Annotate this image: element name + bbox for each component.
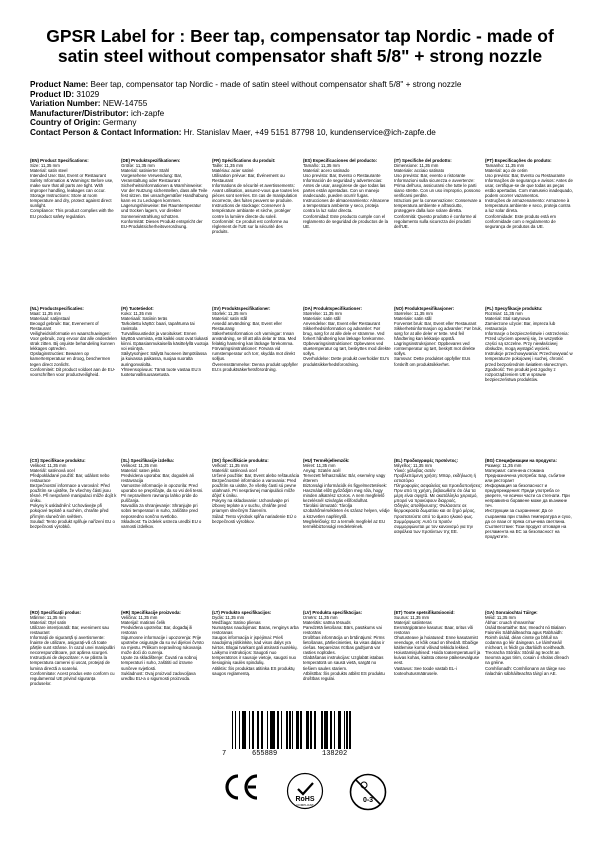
spec-block (121, 158, 209, 229)
spec-text: Dimensione: 11,35 mm Materiale: acciaio satinato Uso previsto: Bar, evento o ristorante Informazioni sulla sicurezza e avvertenze: Prima dell'uso, assicurarsi che tutte le parti siano strette. Con un uso improprio, possono verificarsi perdite. Istruzioni per la conservazione: Conservare a temperatura ambiente e all'asciutto, proteggere dalla luce solare diretta. Conformità: Questo prodotto è conforme al regolamento sulla sicurezza dei prodotti dell'UE. (394, 163, 482, 229)
spec-heading: (EN) Product Specifications: (30, 158, 89, 163)
spec-heading: (SL) Specifikacije izdelka: (121, 458, 175, 463)
spec-heading: (LV) Produkta specifikācijas: (303, 610, 363, 615)
spec-heading: (PT) Especificações do produto: (485, 158, 552, 163)
info-product-id: Product ID: 31029 (30, 89, 100, 99)
spec-heading: (RO) Specificații produs: (30, 610, 81, 615)
spec-block (303, 158, 391, 229)
spec-text: Veličina: 11,35 mm Materijal: matirani čelik Predviđena upotreba: Bar, događaj ili restoran Sigurnosne informacije i upozorenja: Prije upotrebe osigurajte da su svi dijelovi čvrsto na mjestu. Prilikom nepravilnog rukovanja može doći do curenja. Upute za skladištenje: Čuvati na sobnoj temperaturi i suho, zaštititi od izravne sunčeve svjetlosti. Sukladnost: Ovaj proizvod zadovoljava uredbu EU-a o sigurnosti proizvoda. (121, 615, 204, 681)
spec-text: Dydis: 11,35 mm Medžiaga: Satino plienas Numatytas naudojimas: Baras, renginys arba restoranas Saugos informacija ir įspėjimai: Prieš naudojimą įsitikinkite, kad visos dalys yra tvirtos. Blogai tvarkant gali atsirasti nuotėkių. Laikymo instrukcijos: Saugoti nuo temperatūros ir sausoje vietoje, saugoti nuo tiesioginių saulės spindulių. Atitiktis: Šis produktas atitinka ES produktų saugos reglamentą. (212, 615, 299, 676)
spec-block (485, 458, 573, 539)
spec-block (303, 610, 391, 681)
spec-block (485, 158, 573, 229)
compliance-icons (222, 772, 402, 812)
spec-heading: (PL) Specyfikacje produktu: (485, 306, 543, 311)
spec-text: Størrelse: 11,35 mm Materiale: satin stål Forventet bruk: Bar, Event eller Restaurant Sikkerhetsinformasjon og advarsler: Før bruk, sørg for at alle deler er tette. Ved feil håndtering kan lekkasje oppstå. Lagringsinstruksjoner: Oppbevares ved romtemperatur og tørt, beskytt mot direkte sollys. Samsvar: Dette produktet oppfyller EUs forskrift om produktsikkerhet. (394, 311, 482, 367)
spec-text: Rozmiar: 11,35 mm Materiał: Stal satynowa Zamierzone użycie: Bar, impreza lub restauracja Informacje o bezpieczeństwie i ostrzeżenia: Przed użyciem upewnij się, że wszystkie części są szczelne. Przy niewłaściwej obsłudze, mogą wystąpić wycieki. Instrukcje przechowywania: Przechowywać w temperaturze pokojowej i suchej, chronić przed bezpośrednim światłem słonecznym. Zgodność: Ten produkt jest zgodny z rozporządzeniem UE w sprawie bezpieczeństwa produktów. (485, 311, 573, 382)
spec-heading: (DA) Produktspecifikationer: (303, 306, 362, 311)
spec-heading: (HU) Termékjellemzők: (303, 458, 350, 463)
spec-block (394, 610, 482, 676)
spec-block (212, 458, 300, 524)
spec-heading: (DE) Produktspezifikationen: (121, 158, 181, 163)
spec-text: Suurus: 11,35 mm Materjal: satiinteras Eesmärgipärane kasutus: Baar, üritus või restoran Ohutusteave ja hoiatused: Enne kasutamist veenduge, et kõik osad on tihedalt. Ebaõige käitlemise korral võivad tekkida lekked. Hoiustamisjuhised: Hoida toatemperatuuril ja kuivas kohas, kaitsta otsese päikesevalguse eest. Vastavus: See toode vastab EL-i tooteohutusmäärusele. (394, 615, 481, 676)
spec-heading: (NL) Productspecificaties: (30, 306, 84, 311)
spec-block (121, 458, 209, 529)
spec-heading: (FR) Spécifications du produit: (212, 158, 276, 163)
age-label: 0-3 (362, 797, 374, 804)
spec-block (485, 610, 573, 676)
spec-heading: (LT) Produkto specifikacijos: (212, 610, 272, 615)
spec-text: Size: 11,35 mm Material: satin steel Intended Use: Bar, Event or Restaurant Safety Information & Warnings: Before use, make sure that all parts are tight. With improper handling, leakages can occur. Storage Instructions: Store at room temperature and dry, protect against direct sunlight. Compliance: This product complies with the EU product safety regulation. (30, 163, 114, 219)
spec-heading: (IT) Specifiche del prodotto: (394, 158, 452, 163)
spec-text: Méret: 11,35 mm Anyag: Szatén acél Tervezett felhasználás: Bár, esemény vagy étterem Biztonsági információk és figyelmeztetések: Használat előtt győződjön meg róla, hogy minden alkatrész szoros. A nem megfelelő kezelésnél szivárgás előfordulhat. Tárolási útmutató: Tárolja szobahőmérsékleten és száraz helyen, védje a közvetlen napfénytől. Megfelelőség: Ez a termék megfelel az EU termékbiztonsági rendeletének. (303, 463, 390, 529)
spec-text: Μέγεθος: 11,35 mm Υλικό: χάλυβας σατέν Προβλεπόμενη χρήση: Μπαρ, εκδήλωση ή εστιατόριο Πληροφορίες ασφαλείας και προειδοποιήσεις: Πριν από τη χρήση, βεβαιωθείτε ότι όλα τα μέρη είναι σφιχτά. Με ακατάλληλο χειρισμό, μπορεί να προκύψουν διαρροές. Οδηγίες αποθήκευσης: Φυλάσσετε σε θερμοκρασία δωματίου και σε ξηρό μέρος, προστατεύστε από το άμεσο ηλιακό φως. Συμμόρφωση: Αυτό το προϊόν συμμορφώνεται με τον κανονισμό για την ασφάλεια των προϊόντων της ΕΕ. (394, 463, 482, 534)
spec-text: Размер: 11,35 mm Материал: сатенена стомана Предназначена употреба: Бар, събитие или ресторант Информация за безопасност и предупреждения: Преди употреба се уверете, че всички части са стегнати. При неправилно боравене може да възникне теч. Инструкции за съхранение: Да се съхранява при стайна температура и сухо, да се пази от пряка слънчева светлина. Съответствие: Този продукт отговаря на регламента на ЕС за безопасност на продуктите. (485, 463, 572, 539)
spec-block (303, 458, 391, 529)
spec-heading: (ET) Toote spetsifikatsioonid: (394, 610, 455, 615)
spec-heading: (FI) Tuotetiedot: (121, 306, 154, 311)
spec-text: Méid: 11,35 mm Ábhar: cruach shnasmhar Úsáid Beartaithe: Bar, Imeacht nó Bialann Faisnéis Sábháilteachta agus Rabhaidh: Roimh úsáid, déan cinnte go bhfuil na codanna go léir daingean. Le láimhseáil mícheart, is féidir go dtarlóidh sceitheadh. Treoracha Stórála: Stóráil ag teocht an tseomra agus tirim, cosain ó sholas díreach na gréine. Comhlíonadh: Comhlíonann an táirge seo rialachán sábháilteachta táirgí an AE. (485, 615, 569, 676)
spec-heading: (NO) Produktspesifikasjoner: (394, 306, 455, 311)
info-manufacturer: Manufacturer/Distributor: ich-zapfe (30, 108, 165, 118)
info-contact: Contact Person & Contact Information: Hr. Stanislav Maer, +49 5151 87798 10, kundenservice@ich-zapfe.de (30, 127, 436, 137)
spec-block (121, 610, 209, 681)
product-info (30, 80, 575, 138)
spec-text: Storlek: 11,35 mm Material: satin stål Avsedd användning: Bar, Event eller Restaurang Säkerhetsinformation och varningar: Innan användning, se till att alla delar är täta. Med felaktig hantering kan läckage förekomma. Förvaringsinstruktioner: Förvara vid rumstemperatur och torr, skydda mot direkt solljus. Överensstämmelse: Denna produkt uppfyller EU:s produktsäkerhetsförordning. (212, 311, 298, 372)
spec-block (303, 306, 391, 367)
spec-text: Maat: 11,35 mm Materiaal: satijnstaal Beoogd gebruik: Bar, Evenement of Restaurant Veiligheidsinformatie en waarschuwingen: Voor gebruik, zorg ervoor dat alle onderdelen strak zitten. Bij onjuiste behandeling kunnen lekkages optreden. Opslaginstructies: Bewaren op kamertemperatuur en droog, beschermen tegen direct zonlicht. Conformiteit: Dit product voldoet aan de EU-voorschriften voor productveiligheid. (30, 311, 117, 377)
ce-mark-icon (222, 772, 262, 802)
spec-heading: (SK) Špecifikácie produktu: (212, 458, 269, 463)
info-country-of-origin: Country of Origin: Germany (30, 118, 137, 128)
spec-heading: (CS) Specifikace produktu: (30, 458, 86, 463)
spec-heading: (GA) Sonraíochtaí Táirge: (485, 610, 538, 615)
spec-text: Koko: 11,35 mm Materiaali: Satiinin teräs Tarkoitettu käyttö: baari, tapahtuma tai ravintola Turvallisuustiedot ja varoitukset: Ennen käyttöä varmista, että kaikki osat ovat tiukasti kiinni. Epäasianmukaisella käsittelyllä vuotoja voi esiintyä. Säilytysohjeet: Säilytä huoneen lämpötilassa ja kuivassa paikassa, suojaa suoralta auringonvalolta. Yhteensopivuus: Tämä tuote vastaa EU:n tuoteturvallisuusasetusta. (121, 311, 209, 377)
label-title: GPSR Label for : Beer tap, compensator tap Nordic - made of satin steel without compensator shaft 5/8" + strong nozzle (46, 26, 554, 66)
spec-block (30, 610, 118, 686)
spec-text: Velikost: 11,35 mm Materiál: saténová ocel Předpokládané použití: Bar, událost nebo restaurace Bezpečnostní informace a varování: Před použitím se ujistěte, že všechny části jsou těsné. Při nesprávné manipulaci může dojít k úniku. Pokyny k uskladnění: Uchovávejte při pokojové teplotě a suchém, chraňte před přímým slunečním světlem. Soulad: Tento produkt splňuje nařízení EU o bezpečnosti výrobků. (30, 463, 117, 529)
ean-barcode (222, 711, 388, 759)
info-product-name: Product Name: Beer tap, compensator tap Nordic - made of satin steel without compensator shaft 5/8" + strong nozzle (30, 80, 462, 89)
rohs-icon (286, 772, 324, 810)
spec-block (212, 610, 300, 676)
spec-text: Velikost: 11,35 mm Material: saten jekla Predvidena uporaba: Bar, dogodek ali restavracija Varnostne informacije in opozorila: Pred uporabo se prepričajte, da so vsi deli tesni. Pri nepravilnem ravnanju lahko pride do puščanja. Navodila za shranjevanje: Shranjujte pri sobni temperaturi in suho, zaščitite pred neposredno sončno svetlobo. Skladnost: Ta izdelek ustreza uredbi EU o varnosti izdelkov. (121, 463, 204, 529)
spec-text: Tamaño: 11,35 mm Material: acero satinado Uso previsto: Bar, Evento o Restaurante Información de seguridad y advertencias: Antes de usar, asegúrese de que todas las partes están apretadas. Con un manejo inadecuado, pueden ocurrir fugas. Instrucciones de almacenamiento: Almacene a temperatura ambiente y seco, proteja contra la luz solar directa. Conformidad: Este producto cumple con el reglamento de seguridad de productos de la UE. (303, 163, 390, 229)
spec-heading: (EL) Προδιαγραφές προϊόντος: (394, 458, 459, 463)
barcode-digit-left-group: 655889 (252, 750, 278, 758)
info-variation-number: Variation Number: NEW-14755 (30, 99, 148, 109)
spec-heading: (ES) Especificaciones del producto: (303, 158, 378, 163)
barcode-digit-prefix: 7 (222, 750, 227, 758)
spec-block (30, 306, 118, 377)
spec-text: Taille: 11,35 mm Matériau: acier satiné Utilisation prévue: Bar, Événement ou Restaurant Informations de sécurité et avertissements: Avant utilisation, assurez-vous que toutes les pièces sont serrées. En cas de manipulation incorrecte, des fuites peuvent se produire. Instructions de stockage: Conserver à température ambiante et sèche, protéger contre la lumière directe du soleil. Conformité: Ce produit est conforme au règlement de l'UE sur la sécurité des produits. (212, 163, 299, 234)
spec-text: Izmērs: 11,35 mm Materiāls: satīna tērauds Paredzētā lietošana: Bārs, pasākums vai restorāns Drošības informācija un brīdinājumi: Pirms lietošanas, pārliecinieties, ka visas daļas ir ciešas. Nepareizas rīcības gadījumā var rasties noplūdes. Glabāšanas instrukcijas: Uzglabāt istabas temperatūrā un sausā vietā, sargāt no tiešiem saules stariem. Atbilstība: Šis produkts atbilst ES produktu drošības regulai. (303, 615, 385, 681)
spec-block (394, 306, 482, 367)
spec-block (212, 306, 300, 372)
spec-text: Größe: 11,35 mm Material: satinierter Stahl Vorgesehene Verwendung: Bar, Veranstaltung oder Restaurant Sicherheitsinformationen & Warnhinweise: Vor der Nutzung sicherstellen, dass alle Teile fest sitzen. Bei unsachgemäßer Handhabung kann es zu Leckagen kommen. Lagerungshinweise: Bei Raumtemperatur und trocken lagern, vor direkter Sonneneinstrahlung schützen. Konformität: Dieses Produkt entspricht der EU-Produktsicherheitsverordnung. (121, 163, 208, 229)
spec-text: Størrelse: 11,35 mm Materiale: satin stål Anvendelse: Bar, Event eller Restaurant Sikkerhedsinformation og advarsler: Før brug, sørg for at alle dele er stramme. Ved forkert håndtering kan lækage forekomme. Opbevaringsinstruktioner: Opbevares ved stuetemperatur og tørt, beskyttes mod direkte sollys. Overholdelse: Dette produkt overholder EU's produktsikkerhedsforordning. (303, 311, 391, 367)
spec-block (121, 306, 209, 377)
barcode-digit-right-group: 138202 (322, 750, 348, 758)
spec-heading: (BG) Спецификации на продукта: (485, 458, 557, 463)
spec-block (394, 158, 482, 229)
spec-block (485, 306, 573, 382)
spec-text: Veľkosť: 11,35 mm Materiál: saténová oceľ Určené použitie: Bar, Event alebo reštaurácia Bezpečnostné informácie a varovania: Pred použitím sa uistite, že všetky časti sú pevne utiahnuté. Pri nesprávnej manipulácii môže dôjsť k úniku. Pokyny na skladovanie: Uchovávajte pri izbovej teplote a v suchu, chráňte pred priamym slnečným žiarením. Súlad: Tento výrobok spĺňa nariadenie EÚ o bezpečnosti výrobkov. (212, 463, 300, 524)
barcode-bars (232, 711, 386, 749)
age-0-3-warning-icon (348, 772, 388, 812)
spec-text: Tamanho: 11,35 mm Material: aço de cetim Uso previsto: Bar, Evento ou Restaurante Informações de segurança e avisos: Antes de usar, certifique-se de que todas as peças estão apertadas. Com manuseio inadequado, podem ocorrer vazamentos. Instruções de armazenamento: Armazene à temperatura ambiente e seco, proteja contra a luz solar direta. Conformidade: Este produto está em conformidade com o regulamento de segurança de produtos da UE. (485, 163, 573, 229)
spec-block (394, 458, 482, 534)
spec-heading: (SV) Produktspecifikationer: (212, 306, 271, 311)
rohs-label: RoHS (295, 796, 315, 803)
rohs-sublabel: COMPLIANT (296, 803, 314, 807)
spec-text: Mărime: 11,35 mm Material: Oțel satin Utilizare intenționată: Bar, eveniment sau restaurant Informații de siguranță și avertismente: Înainte de utilizare, asigurați-vă că toate părțile sunt strânse. În cazul unei manipulări necorespunzătoare, pot apărea scurgeri. Instrucțiuni de depozitare: A se păstra la temperatura camerei și uscat, protejați de lumina directă a soarelui. Conformitate: Acest produs este conform cu regulamentul UE privind siguranța produselor. (30, 615, 115, 686)
spec-block (212, 158, 300, 234)
spec-block (30, 158, 118, 219)
spec-heading: (HR) Specifikacije proizvoda: (121, 610, 181, 615)
spec-block (30, 458, 118, 529)
